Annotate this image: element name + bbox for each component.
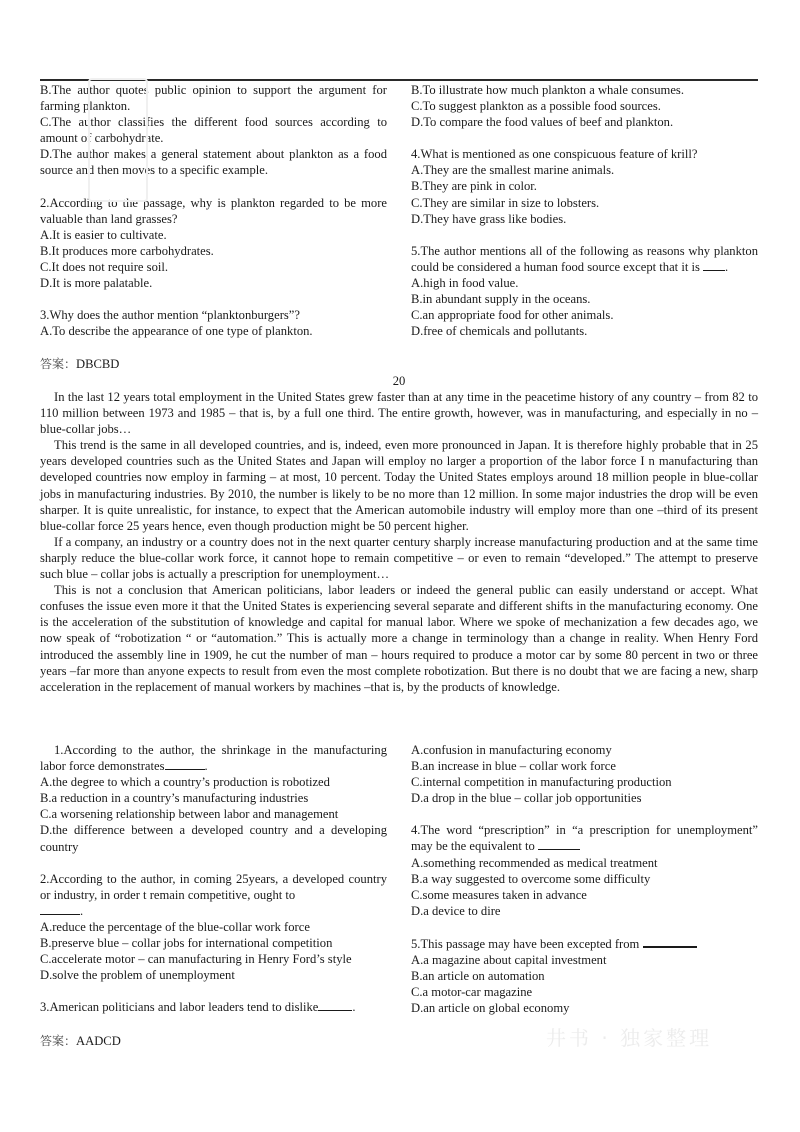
s1-q4-option-d: D.They have grass like bodies. — [411, 211, 567, 226]
s1-q4-option-c: C.They are similar in size to lobsters. — [411, 195, 600, 210]
s1-q5 — [411, 243, 758, 340]
answer-blank — [538, 838, 580, 850]
s2-q2-option-b: B.preserve blue – collar jobs for international competition — [40, 936, 333, 951]
s1-q4-option-b: B.They are pink in color. — [411, 179, 537, 194]
section2-questions — [40, 742, 758, 1016]
s2-q1-stem: 1.According to the author, the shrinkage in the manufacturing labor force demonstrates . — [40, 743, 387, 774]
s1-q5-option-a: A.high in food value. — [411, 275, 519, 290]
s2-q4-option-c: C.some measures taken in advance — [411, 887, 587, 902]
s2-q1-option-a: A.the degree to which a country’s production is robotized — [40, 775, 330, 790]
s1-answer-key — [40, 356, 119, 372]
s2-q2-blank-line: . — [40, 903, 387, 919]
s2-q4-option-a: A.something recommended as medical treatment — [411, 855, 658, 870]
s1-q5-stem: 5.The author mentions all of the following as reasons why plankton could be considered a human food source except that it is . — [411, 243, 758, 274]
s2-q5-option-c: C.a motor-car magazine — [411, 985, 533, 1000]
s2-q3-stem: 3.American politicians and labor leaders tend to dislike . — [40, 1000, 356, 1015]
s1-q3-option-a: A.To describe the appearance of one type of plankton. — [40, 324, 313, 339]
s1-q2-option-d: D.It is more palatable. — [40, 276, 153, 291]
s1-q1-option-d: D.The author makes a general statement about plankton as a food source and then moves to a specific example. — [40, 147, 387, 178]
s1-q3-option-d: D.To compare the food values of beef and plankton. — [411, 115, 674, 130]
passage-20-body — [40, 389, 758, 695]
passage-number: 20 — [392, 374, 406, 388]
s2-q1-option-c: C.a worsening relationship between labor and management — [40, 807, 339, 822]
section2-right-column — [411, 742, 758, 1016]
s2-q2-stem: 2.According to the author, in coming 25years, a developed country or industry, in order t remain competitive, ought to — [40, 871, 387, 902]
answer-value: AADCD — [76, 1034, 121, 1048]
s1-q4-stem: 4.What is mentioned as one conspicuous feature of krill? — [411, 147, 698, 162]
answer-blank — [40, 903, 80, 915]
s2-q4-option-d: D.a device to dire — [411, 903, 501, 918]
s2-q5-option-a: A.a magazine about capital investment — [411, 953, 607, 968]
s1-q4-option-a: A.They are the smallest marine animals. — [411, 163, 615, 178]
s1-q3-tail — [411, 82, 758, 130]
s2-q3-option-a: A.confusion in manufacturing economy — [411, 743, 612, 757]
s1-q2-option-c: C.It does not require soil. — [40, 259, 169, 274]
s2-answer-key — [40, 1033, 121, 1049]
answer-blank — [318, 999, 352, 1011]
s2-q1 — [40, 742, 387, 855]
s2-q4 — [411, 822, 758, 919]
s1-q1-option-c: C.The author classifies the different food sources according to amount of carbohydrate. — [40, 115, 387, 146]
s1-q4 — [411, 146, 758, 226]
s1-q3-option-b: B.To illustrate how much plankton a whale consumes. — [411, 83, 684, 97]
passage-paragraph-2: This trend is the same in all developed countries, and is, indeed, even more pronounced in Japan. It is therefore highly probable that in 25 years developed countries such as the United States and Japan will employ no larger a proportion of the labor force I n manufacturing than developed countries now employ in farming – at most, 10 percent. Today the United States employs around 18 million people in blue-collar jobs in manufacturing industries. By 2010, the number is likely to be no more than 12 million. In some major industries the drop will be even sharper. It is quite unrealistic, for instance, to expect that the American automobile industry will employ more than one –third of its present blue-collar force 25 years hence, even though production might be 50 percent higher. — [40, 438, 758, 533]
s2-q2-option-d: D.solve the problem of unemployment — [40, 968, 235, 983]
s1-q5-option-c: C.an appropriate food for other animals. — [411, 308, 614, 323]
s1-q3 — [40, 307, 387, 339]
answer-label: 答案： — [40, 357, 77, 371]
answer-label: 答案： — [40, 1034, 77, 1048]
s2-q1-option-b: B.a reduction in a country’s manufacturing industries — [40, 791, 309, 806]
answer-blank — [703, 259, 725, 271]
s2-q3-options — [411, 742, 758, 806]
watermark-logo-icon — [88, 78, 148, 202]
passage-paragraph-1: In the last 12 years total employment in the United States grew faster than at any time in the peacetime history of any country – from 82 to 110 million between 1973 and 1985 – that is, by a full one third. The entire growth, however, was in manufacturing, and especially in no – blue-collar jobs… — [40, 390, 758, 437]
s1-q5-option-b: B.in abundant supply in the oceans. — [411, 292, 591, 307]
s2-q2-option-a: A.reduce the percentage of the blue-collar work force — [40, 919, 310, 934]
section1-right-column — [411, 82, 758, 339]
answer-blank — [165, 758, 205, 770]
s1-q3-stem: 3.Why does the author mention “planktonburgers”? — [40, 308, 300, 323]
s2-q1-option-d: D.the difference between a developed country and a developing country — [40, 823, 387, 854]
s1-q2 — [40, 195, 387, 292]
s2-q3-option-c: C.internal competition in manufacturing production — [411, 775, 672, 790]
answer-value: DBCBD — [76, 357, 120, 371]
s2-q4-stem: 4.The word “prescription” in “a prescription for unemployment” may be the equivalent to — [411, 823, 758, 854]
section2-left-column — [40, 742, 387, 1016]
s1-q5-option-d: D.free of chemicals and pollutants. — [411, 324, 588, 339]
s2-q5 — [411, 935, 758, 1016]
s1-q2-option-a: A.It is easier to cultivate. — [40, 227, 167, 242]
s1-q2-stem: 2.According to the passage, why is plankton regarded to be more valuable than land grasses? — [40, 195, 387, 226]
s2-q5-stem: 5.This passage may have been excepted from — [411, 935, 758, 952]
s2-q3 — [40, 999, 387, 1015]
passage-paragraph-4: This is not a conclusion that American politicians, labor leaders or indeed the general public can easily understand or accept. What confuses the issue even more it that the United States is experiencing several separate and different shifts in the manufacturing economy. One is the acceleration of the substitution of knowledge and capital for manual labor. Where we spoke of mechanization a few decades ago, we now speak of “robotization “ or “automation.” This is actually more a change in terminology than a change in reality. When Henry Ford introduced the assembly line in 1909, he cut the number of man – hours required to produce a motor car by some 80 percent in two or three years –far more than anyone expects to result from even the most complete robotization. But there is no doubt that we are facing a new, sharp acceleration in the replacement of manual workers by machines –that is, by the products of knowledge. — [40, 583, 758, 694]
passage-paragraph-3: If a company, an industry or a country does not in the next quarter century sharply increase manufacturing production and at the same time sharply reduce the blue-collar work force, it cannot hope to remain competitive – or even to remain “developed.” The attempt to preserve such blue – collar jobs is actually a prescription for unemployment… — [40, 534, 758, 582]
s2-q3-option-b: B.an increase in blue – collar work force — [411, 759, 616, 774]
s1-q1-option-b: B.The author quotes public opinion to support the argument for farming plankton. — [40, 83, 387, 114]
s2-q2-option-c: C.accelerate motor – can manufacturing in Henry Ford’s style — [40, 952, 352, 967]
watermark-text: 井书 · 独家整理 — [546, 1026, 713, 1050]
s1-q2-option-b: B.It produces more carbohydrates. — [40, 243, 214, 258]
s1-q3-option-c: C.To suggest plankton as a possible food sources. — [411, 99, 661, 114]
s2-q2 — [40, 871, 387, 984]
s2-q5-option-d: D.an article on global economy — [411, 1001, 570, 1016]
answer-blank — [643, 935, 697, 948]
s2-q5-option-b: B.an article on automation — [411, 969, 545, 984]
s2-q3-option-d: D.a drop in the blue – collar job opportunities — [411, 791, 642, 806]
s2-q4-option-b: B.a way suggested to overcome some difficulty — [411, 871, 651, 886]
